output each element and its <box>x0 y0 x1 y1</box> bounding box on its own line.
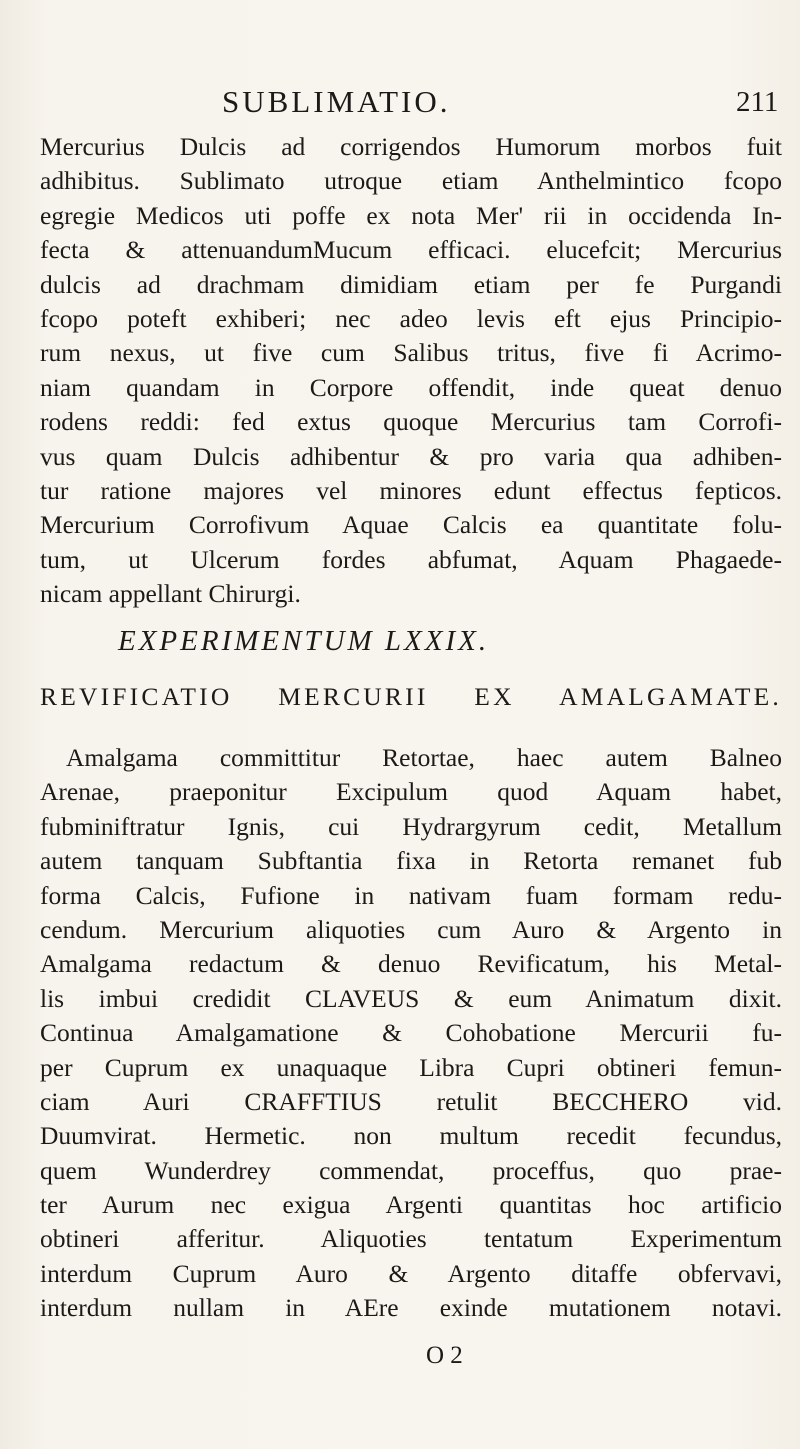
text-line: cendum. Mercurium aliquoties cum Auro & Argento in <box>40 914 782 944</box>
text-line: Continua Amalgamatione & Cohobatione Mercurii fu- <box>40 1018 782 1048</box>
page-number: 211 <box>736 86 779 118</box>
text-line: nicam appellant Chirurgi. <box>40 579 301 609</box>
text-line: obtineri afferitur. Aliquoties tentatum Experimentum <box>40 1224 782 1254</box>
text-line: quem Wunderdrey commendat, proceffus, quo prae- <box>40 1155 782 1185</box>
text-line: tur ratione majores vel minores edunt effectus fepticos. <box>40 475 782 505</box>
section-heading: REVIFICATIO MERCURII EX AMALGAMATE. <box>40 682 782 711</box>
text-line: rum nexus, ut five cum Salibus tritus, five fi Acrimo- <box>40 338 782 368</box>
text-line: autem tanquam Subftantia fixa in Retorta remanet fub <box>40 846 782 876</box>
running-header <box>0 84 800 124</box>
text-line: per Cuprum ex unaquaque Libra Cupri obtineri femun- <box>40 1052 782 1082</box>
text-line: forma Calcis, Fufione in nativam fuam formam redu- <box>40 880 782 910</box>
paragraph-amalgama <box>40 741 782 1326</box>
text-line: Amalgama committitur Retortae, haec autem Balneo <box>66 743 782 772</box>
text-line: fcopo poteft exhiberi; nec adeo levis eft ejus Principio- <box>40 303 782 333</box>
text-line: rodens reddi: fed extus quoque Mercurius tam Corrofi- <box>40 407 782 437</box>
text-line: niam quandam in Corpore offendit, inde queat denuo <box>40 372 782 402</box>
text-line: Mercurium Corrofivum Aquae Calcis ea quantitate folu- <box>40 510 782 540</box>
paragraph-mercurius-dulcis <box>40 130 782 611</box>
text-line: fecta & attenuandumMucum efficaci. elucefcit; Mercurius <box>40 235 782 265</box>
text-line: tum, ut Ulcerum fordes abfumat, Aquam Phagaede- <box>40 544 782 574</box>
text-line: fubminiftratur Ignis, cui Hydrargyrum cedit, Metallum <box>40 811 782 841</box>
text-line: Mercurius Dulcis ad corrigendos Humorum morbos fuit <box>40 132 782 161</box>
text-line: vus quam Dulcis adhibentur & pro varia qua adhiben- <box>40 441 782 471</box>
text-line: lis imbui credidit CLAVEUS & eum Animatum dixit. <box>40 983 782 1013</box>
text-line: Arenae, praeponitur Excipulum quod Aquam habet, <box>40 777 782 807</box>
experiment-heading: EXPERIMENTUM LXXIX. <box>118 625 490 657</box>
text-line: interdum Cuprum Auro & Argento ditaffe obfervavi, <box>40 1258 782 1288</box>
running-title: SUBLIMATIO. <box>222 84 451 119</box>
text-line: Duumvirat. Hermetic. non multum recedit fecundus, <box>40 1121 782 1151</box>
text-line: ter Aurum nec exigua Argenti quantitas hoc artificio <box>40 1190 782 1220</box>
text-line: ciam Auri CRAFFTIUS retulit BECCHERO vid. <box>40 1086 782 1116</box>
text-line: Amalgama redactum & denuo Revificatum, his Metal- <box>40 949 782 979</box>
text-line: egregie Medicos uti poffe ex nota Mer' rii in occidenda In- <box>40 200 782 230</box>
signature-mark: O 2 <box>426 1342 463 1369</box>
text-line: adhibitus. Sublimato utroque etiam Anthelmintico fcopo <box>40 166 782 196</box>
text-line: interdum nullam in AEre exinde mutationem notavi. <box>40 1293 782 1323</box>
text-line: dulcis ad drachmam dimidiam etiam per fe Purgandi <box>40 269 782 299</box>
